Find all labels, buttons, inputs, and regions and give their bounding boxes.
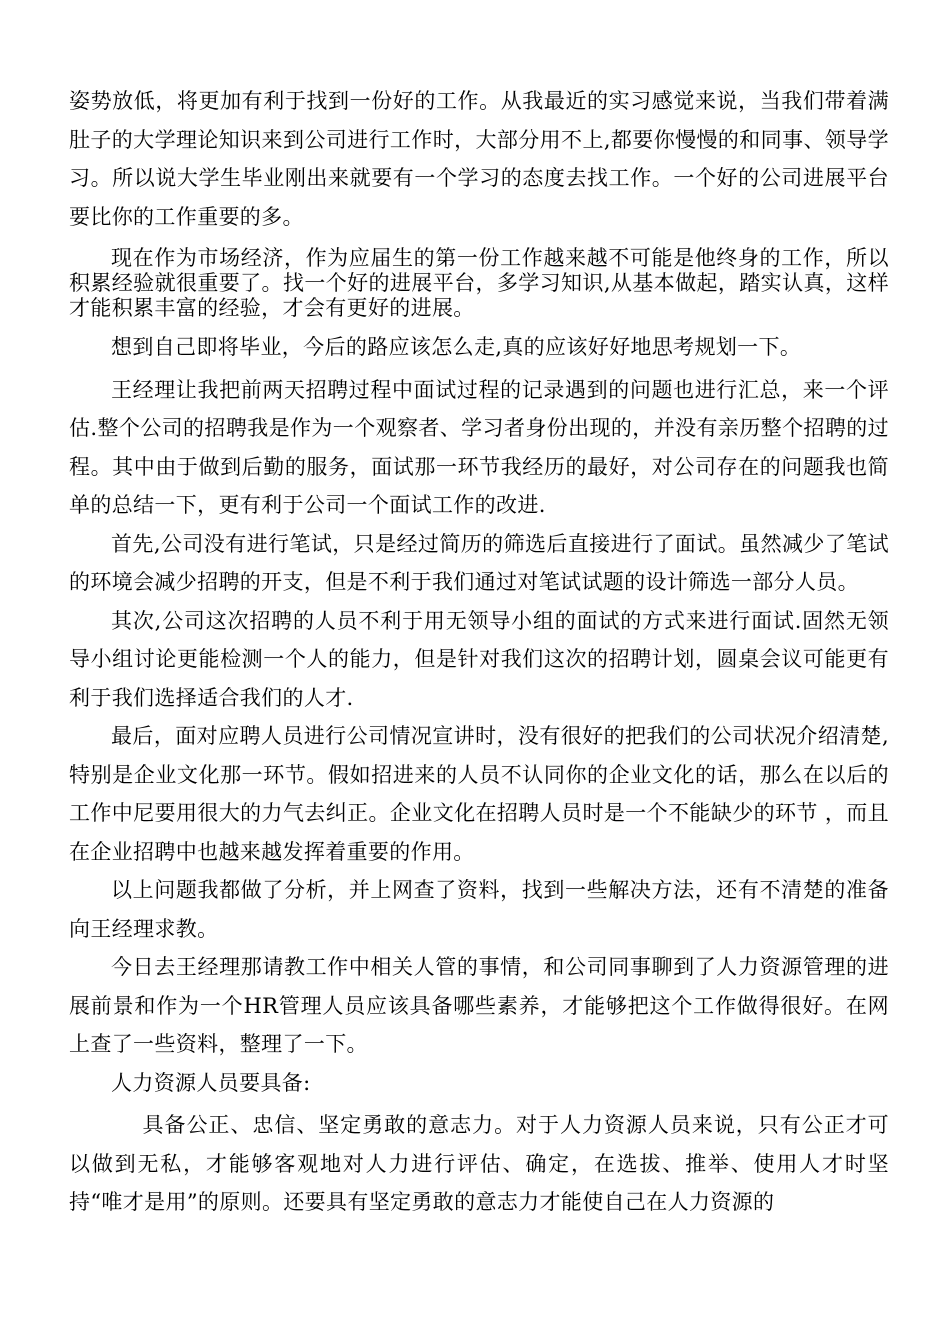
paragraph-3: 想到自己即将毕业，今后的路应该怎么走,真的应该好好地思考规划一下。 xyxy=(111,335,802,359)
paragraph-9: 今日去王经理那请教工作中相关人管的事情，和公司同事聊到了人力资源管理的进展前景和作为一个HR管理人员应该具备哪些素养，才能够把这个工作做得很好。在网上查了一些资料，整理了一下。 xyxy=(69,955,889,1056)
paragraph-1: 姿势放低，将更加有利于找到一份好的工作。从我最近的实习感觉来说，当我们带着满肚子的大学理论知识来到公司进行工作时，大部分用不上,都要你慢慢的和同事、领导学习。所以说大学生毕业刚出来就要有一个学习的态度去找工作。一个好的公司进展平台要比你的工作重要的多。 xyxy=(69,89,889,229)
paragraph-10: 人力资源人员要具备: xyxy=(111,1070,311,1095)
paragraph-4: 王经理让我把前两天招聘过程中面试过程的记录遇到的问题也进行汇总，来一个评估.整个公司的招聘我是作为一个观察者、学习者身份出现的，并没有亲历整个招聘的过程。其中由于做到后勤的服务，面试那一环节我经历的最好，对公司存在的问题我也简单的总结一下，更有利于公司一个面试工作的改进. xyxy=(69,377,889,517)
paragraph-7: 最后，面对应聘人员进行公司情况宣讲时，没有很好的把我们的公司状况介绍清楚,特别是企业文化那一环节。假如招进来的人员不认同你的企业文化的话，那么在以后的工作中尼要用很大的力气去纠正。企业文化在招聘人员时是一个不能缺少的环节 ，而且在企业招聘中也越来越发挥着重要的作用。 xyxy=(69,724,889,864)
paragraph-6: 其次,公司这次招聘的人员不利于用无领导小组的面试的方式来进行面试.固然无领导小组讨论更能检测一个人的能力，但是针对我们这次的招聘计划，圆桌会议可能更有利于我们选择适合我们的人才. xyxy=(69,608,889,710)
paragraph-5: 首先,公司没有进行笔试，只是经过简历的筛选后直接进行了面试。虽然减少了笔试的环境会减少招聘的开支，但是不利于我们通过对笔试试题的设计筛选一部分人员。 xyxy=(69,531,889,594)
paragraph-11: 具备公正、忠信、坚定勇敢的意志力。对于人力资源人员来说，只有公正才可以做到无私，才能够客观地对人力进行评估、确定，在选拔、推举、使用人才时坚持“唯才是用”的原则。还要具有坚定勇敢的意志力才能使自己在人力资源的 xyxy=(69,1113,889,1214)
paragraph-8: 以上问题我都做了分析，并上网查了资料，找到一些解决方法，还有不清楚的准备向王经理求教。 xyxy=(69,878,889,941)
document-body xyxy=(69,82,889,1222)
paragraph-2: 现在作为市场经济，作为应届生的第一份工作越来越不可能是他终身的工作，所以积累经验就很重要了。找一个好的进展平台，多学习知识,从基本做起，踏实认真，这样才能积累丰富的经验，才会有更好的进展。 xyxy=(69,246,889,320)
